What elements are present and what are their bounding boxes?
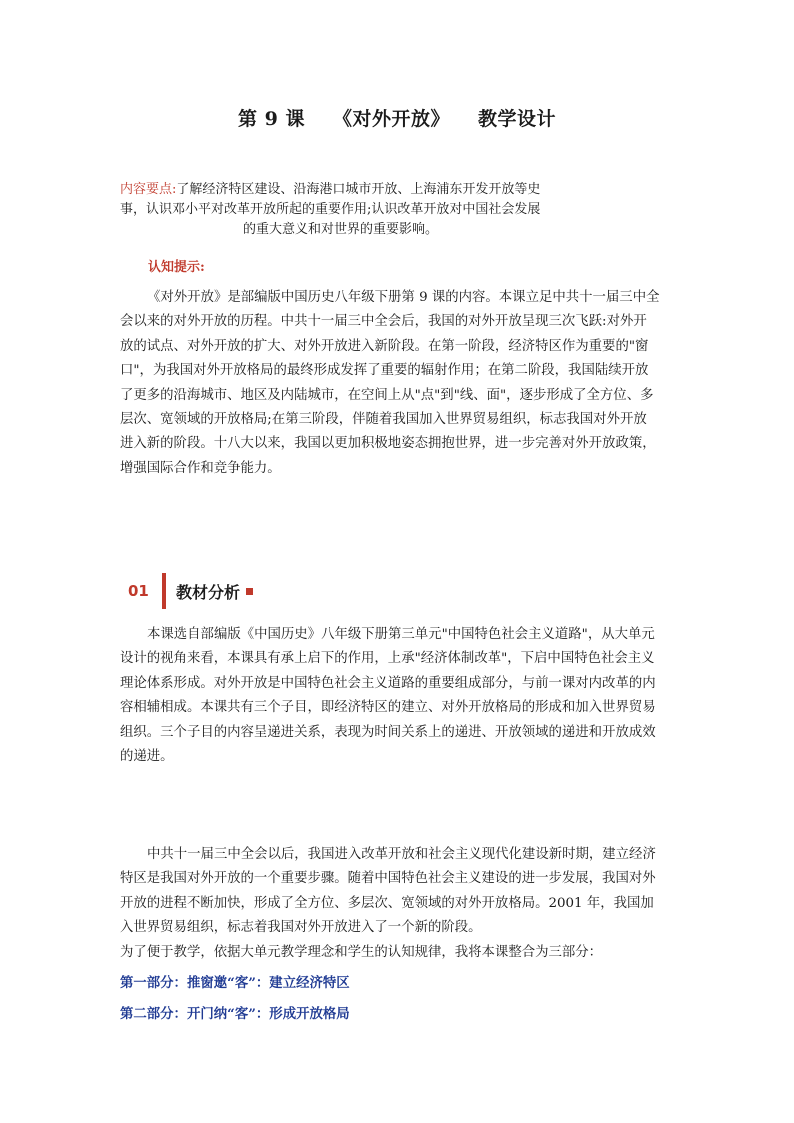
content-summary	[120, 180, 590, 240]
intro-line: 层次、宽领域的开放格局;在第三阶段，伴随着我国加入世界贸易组织，标志我国对外开放	[120, 411, 647, 427]
summary-line-2: 事，认识邓小平对改革开放所起的重要作用;认识改革开放对中国社会发展	[120, 202, 541, 217]
intro-line: 会以来的对外开放的历程。中共十一届三中全会后，我国的对外开放呈现三次飞跃:对外开	[120, 314, 647, 330]
intro-line: 增强国际合作和竞争能力。	[120, 460, 281, 476]
analysis-paragraph-3	[120, 941, 686, 965]
title-lesson: 第 9 课	[238, 108, 305, 130]
analysis-line: 中共十一届三中全会以后，我国进入改革开放和社会主义现代化建设新时期，建立经济	[147, 847, 656, 862]
analysis-line: 特区是我国对外开放的一个重要步骤。随着中国特色社会主义建设的进一步发展，我国对外	[120, 871, 656, 887]
document-title	[0, 104, 794, 131]
analysis-line: 设计的视角来看，本课具有承上启下的作用，上承"经济体制改革"，下启中国特色社会主义	[120, 651, 655, 667]
section-number: 01	[128, 582, 149, 600]
analysis-line: 为了便于教学，依据大单元教学理念和学生的认知规律，我将本课整合为三部分：	[120, 945, 603, 960]
analysis-line: 理论体系形成。对外开放是中国特色社会主义道路的重要组成部分，与前一课对内改革的内	[120, 675, 656, 691]
analysis-line: 开放的进程不断加快，形成了全方位、多层次、宽领域的对外开放格局。2001 年，我国加	[120, 895, 654, 911]
hint-label: 认知提示:	[148, 260, 205, 275]
section-heading	[120, 573, 253, 609]
intro-line: 进入新的阶段。十八大以来，我国以更加积极地姿态拥抱世界，进一步完善对外开放政策，	[120, 436, 656, 452]
summary-line-3: 的重大意义和对世界的重要影响。	[243, 222, 439, 237]
analysis-line: 的递进。	[120, 748, 174, 764]
section-square-icon	[246, 588, 253, 595]
analysis-line: 入世界贸易组织，标志着我国对外开放进入了一个新的阶段。	[120, 920, 482, 936]
intro-line: 口"，为我国对外开放格局的最终形成发挥了重要的辐射作用；在第二阶段，我国陆续开放	[120, 363, 649, 379]
summary-label: 内容要点:	[120, 182, 177, 197]
intro-line: 了更多的沿海城市、地区及内陆城市，在空间上从"点"到"线、面"，逐步形成了全方位、多	[120, 387, 654, 403]
summary-line-1: 了解经济特区建设、沿海港口城市开放、上海浦东开发开放等史	[176, 182, 541, 197]
section-bar	[162, 573, 166, 609]
section-title: 教材分析	[176, 582, 241, 602]
part-one-heading: 第一部分：推窗邀“客”：建立经济特区	[120, 975, 350, 991]
title-suffix: 教学设计	[477, 108, 556, 130]
intro-line: 放的试点、对外开放的扩大、对外开放进入新阶段。在第一阶段，经济特区作为重要的"窗	[120, 338, 649, 354]
title-name: 《对外开放》	[332, 108, 450, 130]
analysis-line: 组织。三个子目的内容呈递进关系，表现为时间关系上的递进、开放领域的递进和开放成效	[120, 724, 656, 740]
analysis-line: 容相辅相成。本课共有三个子目，即经济特区的建立、对外开放格局的形成和加入世界贸易	[120, 700, 656, 716]
intro-line: 《对外开放》是部编版中国历史八年级下册第 9 课的内容。本课立足中共十一届三中全	[147, 290, 660, 305]
analysis-paragraph-2	[120, 843, 686, 941]
analysis-paragraph-1	[120, 623, 686, 769]
analysis-line: 本课选自部编版《中国历史》八年级下册第三单元"中国特色社会主义道路"，从大单元	[147, 627, 655, 642]
intro-paragraph	[120, 286, 686, 481]
part-two-heading: 第二部分：开门纳“客”：形成开放格局	[120, 1006, 350, 1022]
